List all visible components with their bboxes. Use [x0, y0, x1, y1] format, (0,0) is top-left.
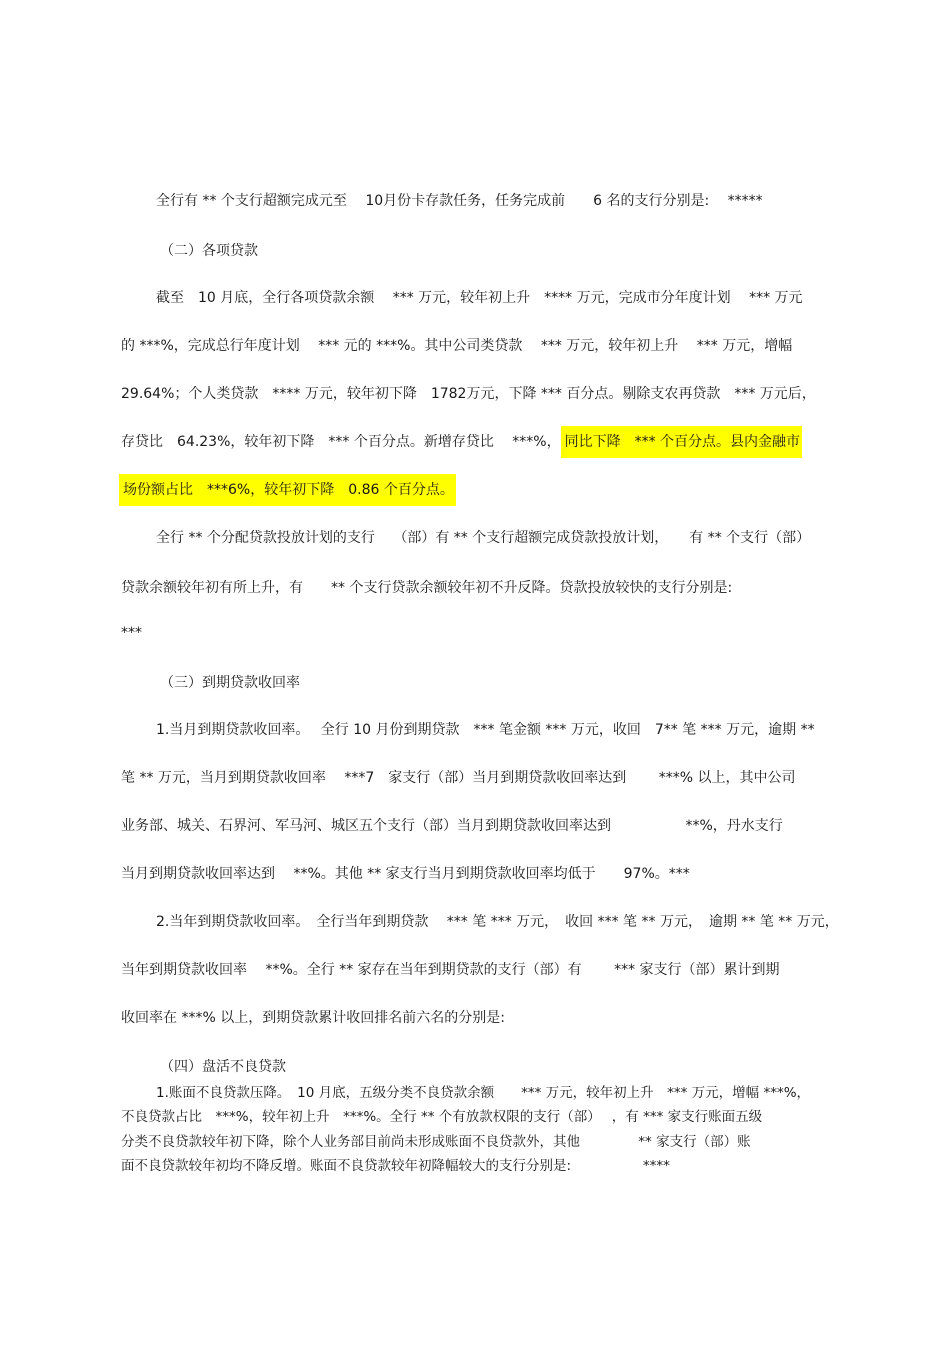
paragraph-monthly-recovery-line: 当月到期贷款收回率达到 **%。其他 ** 家支行当月到期贷款收回率均低于 97%。*** — [121, 866, 690, 882]
paragraph-nonperforming-line: 面不良贷款较年初均不降反增。账面不良贷款较年初降幅较大的支行分别是: **** — [121, 1158, 670, 1174]
paragraph-nonperforming-line: 不良贷款占比 ***%，较年初上升 ***%。全行 ** 个有放款权限的支行（部） ，有 *** 家支行账面五级 — [121, 1109, 763, 1125]
paragraph-annual-recovery-line: 2.当年到期贷款收回率。 全行当年到期贷款 *** 笔 *** 万元， 收回 *** 笔 ** 万元， 逾期 ** 笔 ** 万元， — [156, 914, 839, 930]
text-segment: 存贷比 64.23%，较年初下降 *** 个百分点。新增存贷比 ***%， — [121, 434, 561, 450]
paragraph-loan-plan-line: 贷款余额较年初有所上升，有 ** 个支行贷款余额较年初不升反降。贷款投放较快的支行分别是: — [121, 580, 733, 596]
paragraph-loans-line — [121, 431, 802, 453]
paragraph-monthly-recovery-line: 1.当月到期贷款收回率。 全行 10 月份到期贷款 *** 笔金额 *** 万元，收回 7** 笔 *** 万元，逾期 ** — [156, 722, 815, 738]
paragraph-loan-plan-line: *** — [121, 625, 142, 641]
section-heading-recovery: （三）到期贷款收回率 — [160, 675, 300, 691]
highlighted-text: 同比下降 *** 个百分点。县内金融市 — [561, 426, 802, 458]
paragraph-monthly-recovery-line: 笔 ** 万元，当月到期贷款收回率 ***7 家支行（部）当月到期贷款收回率达到 ***% 以上，其中公司 — [121, 770, 796, 786]
section-heading-loans: （二）各项贷款 — [160, 243, 258, 259]
highlighted-text: 场份额占比 ***6%，较年初下降 0.86 个百分点。 — [119, 474, 456, 506]
paragraph-loans-line: 的 ***%，完成总行年度计划 *** 元的 ***%。其中公司类贷款 *** 万元，较年初上升 *** 万元，增幅 — [121, 338, 793, 354]
paragraph-monthly-recovery-line: 业务部、城关、石界河、军马河、城区五个支行（部）当月到期贷款收回率达到 **%，丹水支行 — [121, 818, 783, 834]
paragraph-loans-line: 29.64%；个人类贷款 **** 万元，较年初下降 1782万元，下降 *** 百分点。剔除支农再贷款 *** 万元后， — [121, 386, 816, 402]
paragraph-nonperforming-line: 分类不良贷款较年初下降，除个人业务部目前尚未形成账面不良贷款外，其他 ** 家支行（部）账 — [121, 1134, 751, 1150]
paragraph-card-deposit: 全行有 ** 个支行超额完成元至 10月份卡存款任务，任务完成前 6 名的支行分别是: ***** — [156, 193, 763, 209]
paragraph-annual-recovery-line: 收回率在 ***% 以上，到期贷款累计收回排名前六名的分别是: — [121, 1010, 505, 1026]
paragraph-loan-plan-line: 全行 ** 个分配贷款投放计划的支行 （部）有 ** 个支行超额完成贷款投放计划， 有 ** 个支行（部） — [156, 530, 811, 546]
section-heading-nonperforming: （四）盘活不良贷款 — [160, 1059, 286, 1075]
paragraph-nonperforming-line: 1.账面不良贷款压降。 10 月底，五级分类不良贷款余额 *** 万元，较年初上升 *** 万元，增幅 ***%， — [156, 1085, 811, 1101]
paragraph-loans-line — [119, 479, 456, 501]
paragraph-annual-recovery-line: 当年到期贷款收回率 **%。全行 ** 家存在当年到期贷款的支行（部）有 *** 家支行（部）累计到期 — [121, 962, 780, 978]
paragraph-loans-line: 截至 10 月底，全行各项贷款余额 *** 万元，较年初上升 **** 万元，完成市分年度计划 *** 万元 — [156, 290, 803, 306]
